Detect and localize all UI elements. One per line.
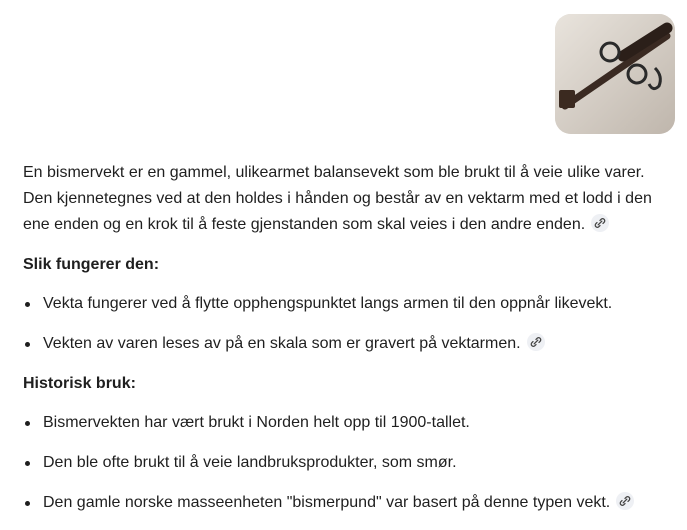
intro-paragraph: [23, 160, 675, 238]
citation-link-icon[interactable]: [591, 214, 609, 232]
how-it-works-list: [23, 293, 675, 355]
intro-text: En bismervekt er en gammel, ulikearmet balansevekt som ble brukt til å veie ulike varer. Den kjennetegnes ved at den holdes i hånden og består av en vektarm med et lodd i den ene enden og en krok til å feste gjenstanden som skal veies i den andre enden.: [23, 164, 652, 233]
list-item: Vekta fungerer ved å flytte opphengspunktet langs armen til den oppnår likevekt.: [23, 293, 675, 315]
section-heading-how-it-works: Slik fungerer den:: [23, 256, 160, 273]
citation-link-icon[interactable]: [527, 333, 545, 351]
list-item: Den ble ofte brukt til å veie landbruksprodukter, som smør.: [23, 452, 675, 474]
bismervekt-photo-icon: [555, 14, 675, 134]
citation-link-icon[interactable]: [616, 492, 634, 510]
section-heading-history: Historisk bruk:: [23, 375, 136, 392]
answer-content: [23, 160, 675, 514]
list-item: Bismervekten har vært brukt i Norden helt opp til 1900-tallet.: [23, 412, 675, 434]
list-item: Den gamle norske masseenheten "bismerpund" var basert på denne typen vekt.: [23, 492, 675, 514]
list-item: Vekten av varen leses av på en skala som er gravert på vektarmen.: [23, 333, 675, 355]
history-list: [23, 412, 675, 514]
bismervekt-thumbnail[interactable]: [555, 14, 675, 134]
